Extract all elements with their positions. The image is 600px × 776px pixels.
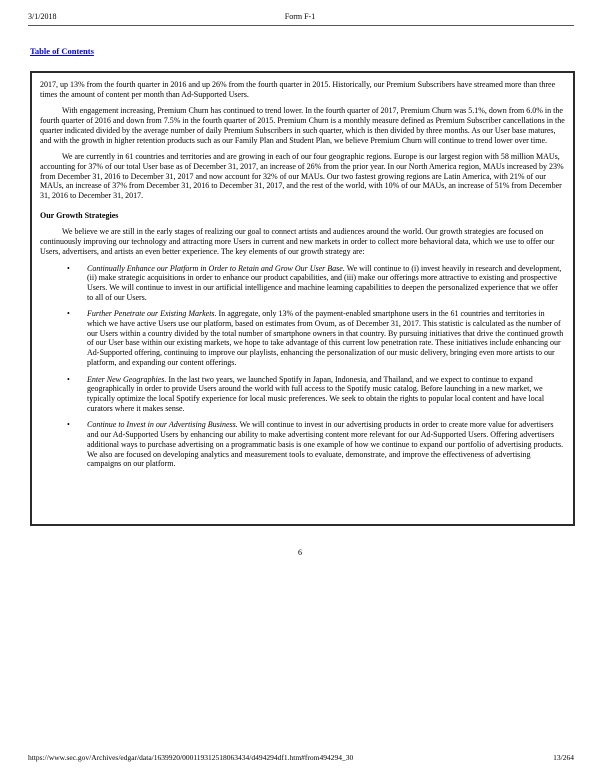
growth-strategy-list	[40, 264, 565, 469]
list-item-text	[87, 309, 565, 367]
footer-url: https://www.sec.gov/Archives/edgar/data/1639920/000119312518063434/d494294df1.htm#from494294_30	[28, 753, 354, 762]
paragraph-premium-streaming: 2017, up 13% from the fourth quarter in 2016 and up 26% from the fourth quarter in 2015. Historically, our Premium Subscribers have streamed more than three times the amount of content per month than Ad-Supported Users.	[40, 80, 556, 99]
paragraph-premium-churn: With engagement increasing, Premium Churn has continued to trend lower. In the fourth quarter of 2017, Premium Churn was 5.1%, down from 6.0% in the fourth quarter of 2016 and down from 7.5% in the fourth quarter of 2015. Premium Churn is a monthly measure defined as Premium Subscriber cancellations in the quarter indicated divided by the average number of daily Premium Subscribers in such quarter, which is then divided by three months. As our User base matures, and with the growth in higher retention products such as our Family Plan and Student Plan, we believe Premium Churn will continue to trend lower over time.	[40, 106, 565, 145]
bullet-icon: •	[67, 374, 70, 384]
list-item-body: We will continue to invest in our advertising products in order to create more value for advertisers and our Ad-Supported Users by enhancing our ability to make advertising content more relevant for our Ad-Supported Users. Offering advertisers additional ways to purchase advertising on a programmatic basis is one example of how we continue to expand our portfolio of advertising products. We also are focused on developing analytics and measurement tools to evaluate, demonstrate, and improve the effectiveness of advertising campaigns on our platform.	[87, 420, 564, 469]
list-item-text	[87, 264, 565, 303]
list-item-body: In the last two years, we launched Spotify in Japan, Indonesia, and Thailand, and we expect to continue to expand geographically in order to provide Users around the world with full access to the Spotify music catalog. Before launching in a new market, we typically optimize the local Spotify experience for local music preferences. We seek to obtain the rights to popular local content and have local curators where it makes sense.	[87, 374, 545, 413]
print-footer	[28, 753, 574, 762]
list-item-lead: Continually Enhance our Platform in Order to Retain and Grow Our User Base.	[87, 263, 345, 273]
filing-text-box	[30, 71, 575, 526]
header-divider	[28, 25, 574, 26]
document-title: Form F-1	[284, 12, 316, 21]
bullet-icon: •	[67, 309, 70, 319]
print-date: 3/1/2018	[28, 12, 57, 21]
bullet-icon: •	[67, 420, 70, 430]
footer-page-indicator: 13/264	[553, 753, 574, 762]
list-item-lead: Continue to Invest in our Advertising Business.	[87, 420, 238, 430]
section-heading-growth-strategies: Our Growth Strategies	[40, 210, 119, 220]
page-number: 6	[298, 548, 302, 557]
list-item-text	[87, 420, 565, 469]
list-item	[40, 309, 565, 367]
list-item-body: We will continue to (i) invest heavily in research and development, (ii) make strategic acquisitions in order to enhance our product capabilities, and (iii) make our offerings more attractive to existing and prospective Users. We will continue to invest in our artificial intelligence and machine learning capabilities to deepen the personalized experience that we offer to all of our Users.	[87, 263, 562, 302]
list-item-body: In aggregate, only 13% of the payment-enabled smartphone users in the 61 countries and territories in which we have active Users use our platform, based on estimates from Ovum, as of December 31, 2017. This statistic is calculated as the number of our Users within a country divided by the total number of smartphone owners in that country. By pursuing initiatives that drive the continued growth of our User base within our existing markets, we hope to take advantage of this current low penetration rate. These initiatives include enhancing our Ad-Supported offering, continuing to improve our playlists, enhancing the personalization of our music delivery, bringing even more artists to our platform, and expanding our content offerings.	[87, 309, 564, 367]
bullet-icon: •	[67, 263, 70, 273]
print-header	[28, 12, 572, 22]
list-item	[40, 420, 565, 469]
list-item-lead: Enter New Geographies.	[87, 374, 167, 384]
list-item-text	[87, 375, 565, 414]
table-of-contents-link[interactable]: Table of Contents	[30, 46, 94, 56]
paragraph-geographic-regions: We are currently in 61 countries and territories and are growing in each of our four geographic regions. Europe is our largest region with 58 million MAUs, accounting for 37% of our total User base as of December 31, 2017, an increase of 26% from the prior year. In our North America region, MAUs increased by 23% from December 31, 2016 to December 31, 2017 and now account for 32% of our MAUs. Our two fastest growing regions are Latin America, with 21% of our MAUs, an increase of 37% from December 31, 2016 to December 31, 2017, and the rest of the world, with 10% of our MAUs, an increase of 51% from December 31, 2016 to December 31, 2017.	[40, 152, 564, 201]
paragraph-strategy-intro: We believe we are still in the early stages of realizing our goal to connect artists and audiences around the world. Our growth strategies are focused on continuously improving our technology and attracting more Users in current and new markets in order to collect more behavioral data, which we use to offer our Users, advertisers, and artists an even better experience. The key elements of our growth strategy are:	[40, 227, 555, 256]
list-item	[40, 375, 565, 414]
list-item	[40, 264, 565, 303]
list-item-lead: Further Penetrate our Existing Markets.	[87, 309, 217, 319]
